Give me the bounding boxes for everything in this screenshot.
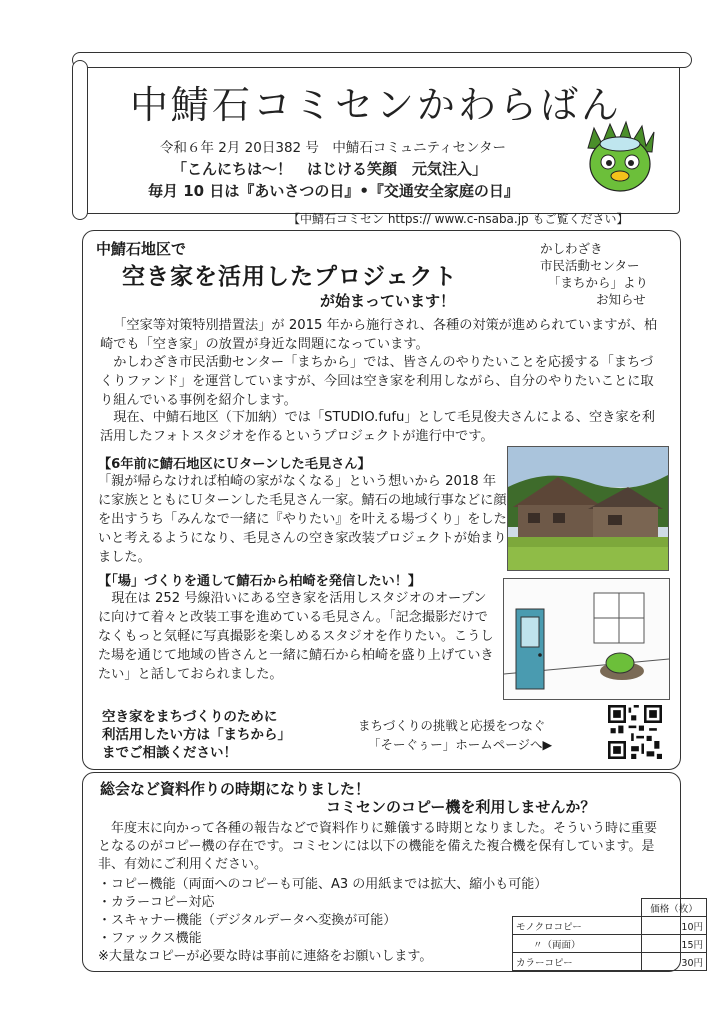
call-to-action: 空き家をまちづくりのために 利活用したい方は「まちから」 までご相談ください！ — [102, 709, 291, 761]
article-heading-main: 空き家を活用したプロジェクト — [122, 263, 458, 290]
qr-code-icon[interactable] — [608, 705, 662, 759]
list-item: ・コピー機能（両面へのコピーも可能、A3 の用紙までは拡大、縮小も可能） — [98, 877, 548, 892]
copy-heading-2: コミセンのコピー機を利用しませんか？ — [326, 798, 596, 816]
table-row: カラーコピー 30円 — [513, 953, 707, 971]
copy-heading-1: 総会など資料作りの時期になりました！ — [100, 780, 371, 798]
house-photo — [507, 446, 669, 571]
list-item: ・スキャナー機能（デジタルデータへ変換が可能） — [98, 913, 397, 928]
sogu-link[interactable]: まちづくりの挑戦と応援をつなぐ 「そーぐぅー」ホームページへ▶ — [358, 718, 553, 752]
table-row: 価格（枚） — [513, 899, 707, 917]
subheading-uturn: 【6年前に鯖石地区にＵターンした毛見さん】 — [98, 457, 371, 472]
special-days: 毎月 10 日は『あいさつの日』•『交通安全家庭の日』 — [148, 182, 519, 200]
issue-line: 令和６年 2月 20日382 号 中鯖石コミュニティセンター — [160, 140, 507, 156]
paragraph-uturn: 「親が帰らなければ柏崎の家がなくなる」という想いから 2018 年に家族とともにＵターンした毛見さん一家。鯖石の地域行事などに顔を出すうち「みんなで一緒に『やりたい』を叶える場づくり」をしたいと考えるようになり、毛見さんの空き家改装プロジェクトが始まりました。 — [98, 474, 507, 565]
paragraph-studio: 現在、中鯖石地区（下加納）では「STUDIO.fufu」として毛見俊夫さんによる、空き家を利活用したフォトスタジオを作るというプロジェクトが進行中です。 — [100, 410, 655, 444]
paragraph-law: 「空家等対策特別措置法」が 2015 年から施行され、各種の対策が進められていますが、柏崎でも「空き家」の放置が身近な問題になっています。 — [100, 318, 658, 352]
article-heading-sub: 中鯖石地区で — [96, 240, 187, 258]
scroll-top-roll — [72, 52, 692, 68]
paragraph-place: 現在は 252 号線沿いにある空き家を活用しスタジオのオープンに向けて着々と改装工事を進めている毛見さん。「記念撮影だけでなくもっと気軽に写真撮影を楽しめるスタジオを作りたい。こうした場を通じて地域の皆さんと一緒に鯖石から柏崎を盛り上げていきたい」と話しておられました。 — [98, 591, 494, 682]
list-item: ・カラーコピー対応 — [98, 895, 215, 910]
copy-paragraph: 年度末に向かって各種の報告などで資料作りに難儀する時期となりました。そういう時に重要となるのがコピー機の存在です。コミセンには以下の機能を備えた複合機を保有しています。是非、有効にご利用ください。 — [98, 821, 658, 872]
slogan: 「こんにちは～！ はじける笑顔 元気注入」 — [172, 160, 488, 178]
subheading-place: 【「場」づくりを通して鯖石から柏崎を発信したい！】 — [98, 574, 422, 589]
list-item: ※大量なコピーが必要な時は事前に連絡をお願いします。 — [98, 949, 433, 964]
price-table — [512, 898, 707, 971]
article-heading-tail: が始まっています！ — [320, 292, 456, 310]
website-line[interactable]: 【中鯖石コミセン https:// www.c-nsaba.jp もご覧ください】 — [288, 212, 629, 226]
kappa-mascot-icon — [580, 118, 660, 198]
table-row: 〃（両面） 15円 — [513, 935, 707, 953]
scroll-left-roll — [72, 60, 88, 220]
table-row: モノクロコピー 10円 — [513, 917, 707, 935]
article-source: かしわざき 市民活動センター 「まちから」より お知らせ — [540, 241, 649, 307]
studio-illustration — [503, 578, 670, 700]
paragraph-machikara: かしわざき市民活動センター「まちから」では、皆さんのやりたいことを応援する「まちづくりファンド」を運営していますが、今回は空き家を利用しながら、自分のやりたいことに取り組んでいる事例を紹介します。 — [100, 355, 654, 408]
list-item: ・ファックス機能 — [98, 931, 202, 946]
newsletter-title: 中鯖石コミセンかわらばん — [130, 83, 623, 127]
feature-list — [98, 876, 547, 966]
